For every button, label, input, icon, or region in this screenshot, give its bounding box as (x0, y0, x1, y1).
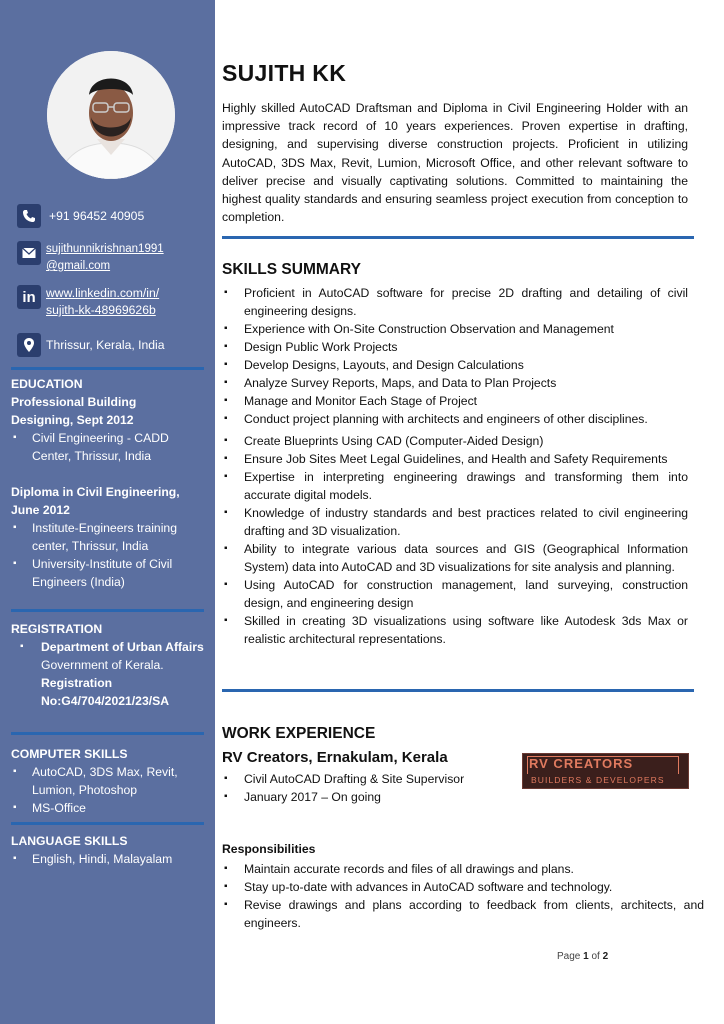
mail-icon (17, 241, 41, 265)
language-skills-section (11, 832, 207, 868)
computer-skills-heading: COMPUTER SKILLS (11, 747, 128, 761)
registration-heading: REGISTRATION (11, 622, 103, 636)
sidebar-divider (11, 732, 204, 735)
registration-section (11, 620, 207, 710)
phone-text: +91 96452 40905 (49, 209, 145, 223)
responsibilities-heading: Responsibilities (222, 842, 316, 856)
list-item: ▪ Civil Engineering - CADD Center, Thrissur, India (11, 429, 207, 465)
list-item: ▪ Civil AutoCAD Drafting & Site Supervisor (222, 770, 502, 788)
logo-title: RV CREATORS (529, 756, 634, 771)
registration-gov: Government of Kerala. (41, 658, 164, 672)
linkedin-link-line2[interactable]: sujith-kk-48969626b (46, 303, 156, 317)
page-of: of (591, 951, 600, 962)
profile-summary: Highly skilled AutoCAD Draftsman and Diploma in Civil Engineering Holder with an impressive track record of 10 years experiences. Proven expertise in drafting, designing, and supervising diverse construction projects. Proficient in utilizing AutoCAD, 3DS Max, Revit, Lumion, Microsoft Office, and other relevant software to deliver precise and visually captivating solutions. Committed to maintaining the highest quality standards and ensuring seamless project execution from conception to completion. (222, 101, 688, 225)
list-item: ▪ Create Blueprints Using CAD (Computer-Aided Design) (222, 432, 688, 450)
company-name: RV Creators, Ernakulam, Kerala (222, 749, 448, 766)
list-item: ▪ Maintain accurate records and files of all drawings and plans. (222, 860, 704, 878)
list-item: ▪ Knowledge of industry standards and best practices related to civil engineering drafting and 3D visualization. (222, 504, 688, 540)
list-item: ▪ Analyze Survey Reports, Maps, and Data to Plan Projects (222, 374, 688, 392)
computer-skills-section (11, 745, 207, 817)
education-entry1-title-line2: Designing, Sept 2012 (11, 413, 134, 427)
sidebar-divider (11, 822, 204, 825)
list-item: ▪ Skilled in creating 3D visualizations using software like Autodesk 3ds Max or realistic architectural representations. (222, 612, 688, 648)
list-item: ▪ AutoCAD, 3DS Max, Revit, Lumion, Photoshop (11, 763, 207, 799)
list-item: ▪ January 2017 – On going (222, 788, 502, 806)
candidate-name: SUJITH KK (222, 60, 347, 86)
work-heading: WORK EXPERIENCE (222, 725, 376, 742)
list-item: ▪ Stay up-to-date with advances in AutoCAD software and technology. (222, 878, 704, 896)
skills-list (222, 284, 688, 648)
list-item: ▪ Design Public Work Projects (222, 338, 688, 356)
company-logo (522, 753, 689, 789)
sidebar (0, 0, 215, 1024)
registration-number: No:G4/704/2021/23/SA (41, 694, 170, 708)
section-divider (222, 236, 694, 239)
education-section (11, 375, 207, 591)
education-heading: EDUCATION (11, 377, 83, 391)
email-link-line1[interactable]: sujithunnikrishnan1991 (46, 243, 164, 255)
email-row[interactable] (17, 241, 164, 275)
list-item: ▪ Develop Designs, Layouts, and Design Calculations (222, 356, 688, 374)
page-prefix: Page (557, 951, 581, 962)
education-entry2-title-line2: June 2012 (11, 503, 70, 517)
location-pin-icon (17, 333, 41, 357)
logo-subtitle: BUILDERS & DEVELOPERS (531, 775, 665, 785)
location-row (17, 333, 165, 357)
linkedin-link-line1[interactable]: www.linkedin.com/in/ (46, 286, 160, 300)
language-skills-heading: LANGUAGE SKILLS (11, 834, 128, 848)
responsibilities-list (222, 860, 704, 932)
list-item: ▪ English, Hindi, Malayalam (11, 850, 207, 868)
location-text: Thrissur, Kerala, India (46, 338, 165, 352)
registration-dept: ▪ Department of Urban Affairs (11, 638, 207, 656)
list-item: ▪ Ensure Job Sites Meet Legal Guidelines, and Health and Safety Requirements (222, 450, 688, 468)
page-current: 1 (583, 951, 589, 962)
sidebar-divider (11, 367, 204, 370)
linkedin-icon: in (17, 285, 41, 309)
list-item: ▪ Experience with On-Site Construction Observation and Management (222, 320, 688, 338)
list-item: ▪ Ability to integrate various data sources and GIS (Geographical Information System) data into AutoCAD and 3D visualizations for site analysis and planning. (222, 540, 688, 576)
list-item: ▪ Using AutoCAD for construction management, land surveying, construction design, and engineering design (222, 576, 688, 612)
linkedin-row[interactable] (17, 285, 159, 319)
list-item: ▪ MS-Office (11, 799, 207, 817)
page-total: 2 (602, 951, 609, 962)
registration-label: Registration (41, 676, 113, 690)
section-divider (222, 689, 694, 692)
skills-heading: SKILLS SUMMARY (222, 261, 361, 278)
profile-photo (47, 51, 175, 179)
list-item: ▪ Expertise in interpreting engineering drawings and transforming them into accurate digital models. (222, 468, 688, 504)
list-item: ▪ Proficient in AutoCAD software for precise 2D drafting and detailing of civil engineering designs. (222, 284, 688, 320)
sidebar-divider (11, 609, 204, 612)
list-item: ▪ Revise drawings and plans according to feedback from clients, architects, and engineers. (222, 896, 704, 932)
job-details-list (222, 770, 502, 806)
list-item: ▪ University-Institute of Civil Engineers (India) (11, 555, 207, 591)
page-indicator (557, 951, 608, 962)
phone-row (17, 204, 144, 228)
email-link-line2[interactable]: @gmail.com (46, 260, 111, 272)
list-item: ▪ Manage and Monitor Each Stage of Project (222, 392, 688, 410)
education-entry1-title-line1: Professional Building (11, 395, 137, 409)
education-entry2-title-line1: Diploma in Civil Engineering, (11, 485, 180, 499)
list-item: ▪ Conduct project planning with architects and engineers of other disciplines. (222, 410, 688, 428)
phone-icon (17, 204, 41, 228)
list-item: ▪ Institute-Engineers training center, Thrissur, India (11, 519, 207, 555)
